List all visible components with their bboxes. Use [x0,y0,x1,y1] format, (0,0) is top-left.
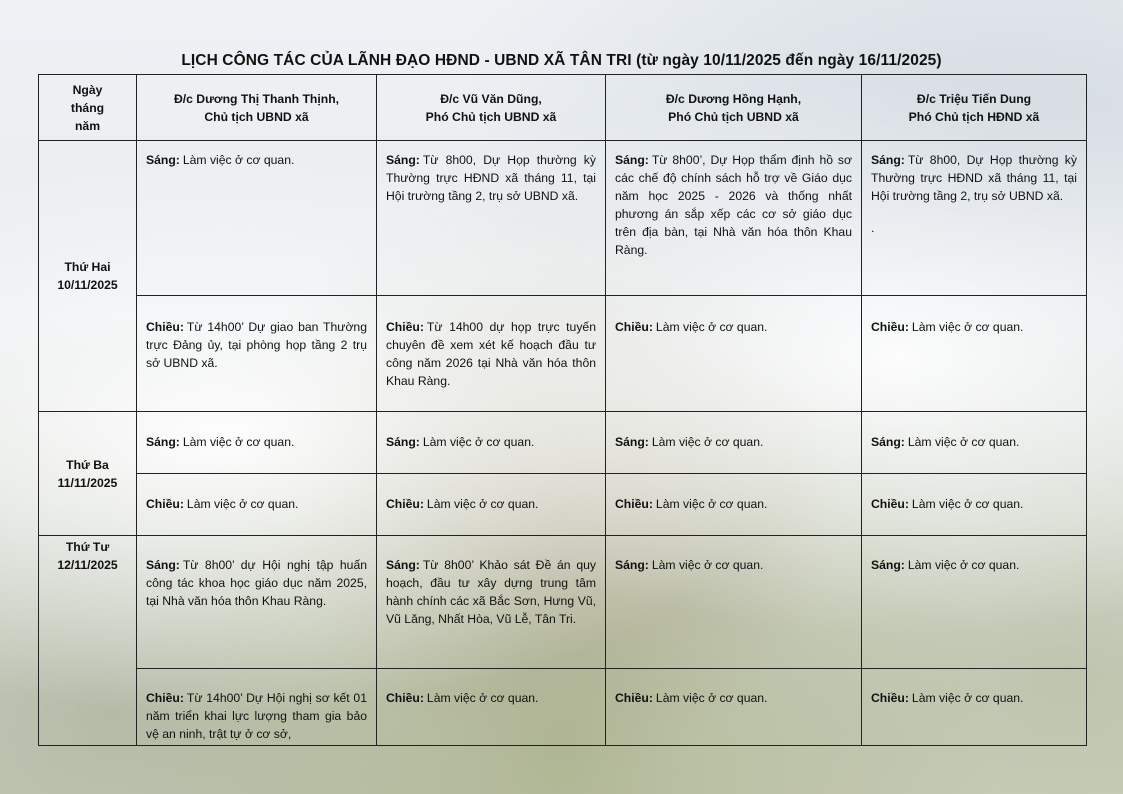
table-row [39,412,1087,474]
table-row [39,474,1087,536]
schedule-cell: Chiều: Làm việc ở cơ quan. [862,669,1087,746]
leader-header-4: Đ/c Triệu Tiến Dung Phó Chủ tịch HĐND xã [862,75,1087,141]
schedule-cell: Sáng: Làm việc ở cơ quan. [377,412,606,474]
schedule-cell: Chiều: Từ 14h00’ Dự Hội nghị sơ kết 01 năm triển khai lực lượng tham gia bảo vệ an ninh, trật tự ở cơ sở, [137,669,377,746]
table-row [39,536,1087,669]
schedule-cell: Sáng: Từ 8h00, Dự Họp thường kỳ Thường trực HĐND xã tháng 11, tại Hội trường tầng 2, trụ sở UBND xã. [377,141,606,296]
schedule-cell: Chiều: Làm việc ở cơ quan. [377,474,606,536]
schedule-cell: Sáng: Làm việc ở cơ quan. [606,412,862,474]
day-cell-tuesday: Thứ Ba 11/11/2025 [39,412,137,536]
day-cell-monday: Thứ Hai 10/11/2025 [39,141,137,412]
schedule-table [38,74,1087,746]
date-column-header: Ngày tháng năm [39,75,137,141]
page-title: LỊCH CÔNG TÁC CỦA LÃNH ĐẠO HĐND - UBND XÃ TÂN TRI (từ ngày 10/11/2025 đến ngày 16/11/2025) [181,52,942,69]
schedule-cell: Sáng: Từ 8h00’ Khảo sát Đề án quy hoạch, đầu tư xây dựng trung tâm hành chính các xã Bắc Sơn, Hưng Vũ, Vũ Lăng, Nhất Hòa, Vũ Lễ, Tân Tri. [377,536,606,669]
schedule-cell: Chiều: Từ 14h00’ Dự giao ban Thường trực Đảng ủy, tại phòng họp tầng 2 trụ sở UBND xã. [137,296,377,412]
schedule-cell: Sáng: Từ 8h00’, Dự Họp thẩm định hồ sơ các chế độ chính sách hỗ trợ về Giáo dục năm học 2025 - 2026 và thống nhất phương án sắp xếp các cơ sở giáo dục trên địa bàn, tại Nhà văn hóa thôn Khau Ràng. [606,141,862,296]
schedule-cell: Chiều: Làm việc ở cơ quan. [377,669,606,746]
schedule-cell: Chiều: Làm việc ở cơ quan. [137,474,377,536]
schedule-cell: Chiều: Làm việc ở cơ quan. [862,296,1087,412]
schedule-cell: Sáng: Làm việc ở cơ quan. [137,141,377,296]
schedule-cell: Chiều: Làm việc ở cơ quan. [606,296,862,412]
leader-header-2: Đ/c Vũ Văn Dũng, Phó Chủ tịch UBND xã [377,75,606,141]
schedule-cell: Chiều: Làm việc ở cơ quan. [606,474,862,536]
schedule-cell: Chiều: Từ 14h00 dự họp trực tuyến chuyên đề xem xét kế hoạch đầu tư công năm 2026 tại Nhà văn hóa thôn Khau Ràng. [377,296,606,412]
table-row [39,141,1087,296]
schedule-cell: Sáng: Làm việc ở cơ quan. [862,536,1087,669]
schedule-cell: Chiều: Làm việc ở cơ quan. [862,474,1087,536]
table-row [39,296,1087,412]
schedule-cell: Sáng: Từ 8h00’ dự Hội nghị tập huấn công tác khoa học giáo dục năm 2025, tại Nhà văn hóa thôn Khau Ràng. [137,536,377,669]
schedule-cell: Sáng: Làm việc ở cơ quan. [862,412,1087,474]
schedule-cell: Sáng: Làm việc ở cơ quan. [606,536,862,669]
day-cell-wednesday: Thứ Tư 12/11/2025 [39,536,137,746]
header-row [39,75,1087,141]
schedule-cell: Sáng: Từ 8h00, Dự Họp thường kỳ Thường trực HĐND xã tháng 11, tại Hội trường tầng 2, trụ sở UBND xã. . [862,141,1087,296]
schedule-cell: Sáng: Làm việc ở cơ quan. [137,412,377,474]
schedule-cell: Chiều: Làm việc ở cơ quan. [606,669,862,746]
leader-header-3: Đ/c Dương Hồng Hạnh, Phó Chủ tịch UBND xã [606,75,862,141]
table-row [39,669,1087,746]
leader-header-1: Đ/c Dương Thị Thanh Thịnh, Chủ tịch UBND xã [137,75,377,141]
